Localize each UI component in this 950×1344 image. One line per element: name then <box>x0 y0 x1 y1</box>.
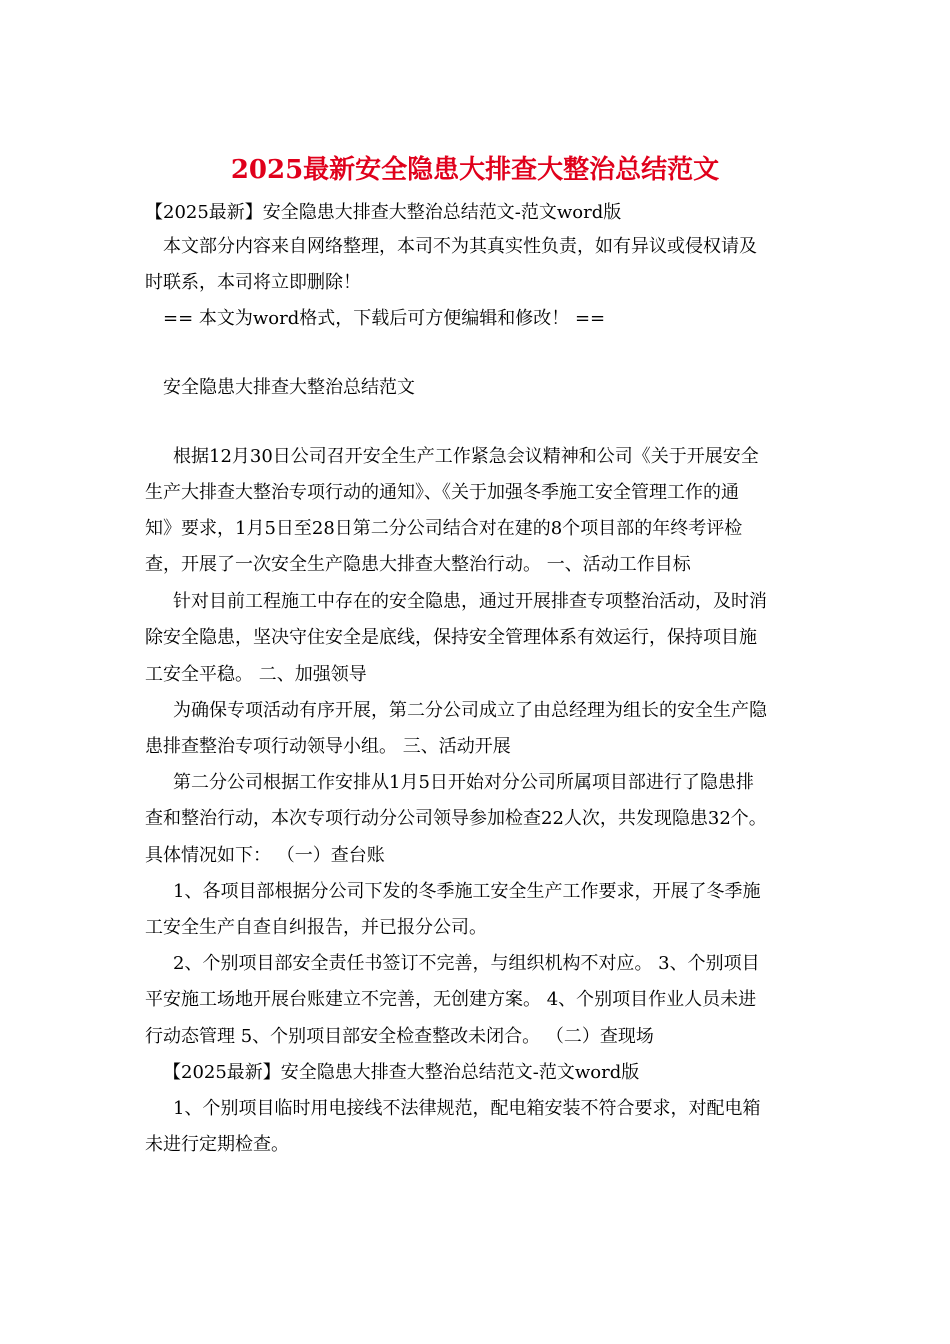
paragraph-line: 根据12月30日公司召开安全生产工作紧急会议精神和公司《关于开展安全 <box>173 446 759 467</box>
paragraph-line: 未进行定期检查。 <box>145 1134 289 1155</box>
paragraph-line: 知》要求，1月5日至28日第二分公司结合对在建的8个项目部的年终考评检 <box>145 518 743 539</box>
paragraph-line: 2、个别项目部安全责任书签订不完善，与组织机构不对应。 3、个别项目 <box>173 953 760 974</box>
disclaimer-line-2: 时联系，本司将立即删除！ <box>145 272 361 293</box>
section-heading: 安全隐患大排查大整治总结范文 <box>163 377 415 398</box>
paragraph-line: 工安全平稳。 二、加强领导 <box>145 664 367 685</box>
paragraph-line: 具体情况如下： （一）查台账 <box>145 845 385 866</box>
paragraph-line: 1、各项目部根据分公司下发的冬季施工安全生产工作要求，开展了冬季施 <box>173 881 761 902</box>
paragraph-line: 查，开展了一次安全生产隐患大排查大整治行动。 一、活动工作目标 <box>145 554 691 575</box>
paragraph-line: 工安全生产自查自纠报告，并已报分公司。 <box>145 917 487 938</box>
paragraph-line: 行动态管理 5、个别项目部安全检查整改未闭合。 （二）查现场 <box>145 1026 654 1047</box>
paragraph-line: 生产大排查大整治专项行动的通知》、《关于加强冬季施工安全管理工作的通 <box>145 482 739 503</box>
paragraph-line: 1、个别项目临时用电接线不法律规范，配电箱安装不符合要求，对配电箱 <box>173 1098 761 1119</box>
paragraph-line: 为确保专项活动有序开展，第二分公司成立了由总经理为组长的安全生产隐 <box>173 700 767 721</box>
disclaimer-line-1: 本文部分内容来自网络整理，本司不为其真实性负责，如有异议或侵权请及 <box>163 236 757 257</box>
paragraph-line: 平安施工场地开展台账建立不完善，无创建方案。 4、个别项目作业人员未进 <box>145 989 757 1010</box>
document-subtitle: 【2025最新】安全隐患大排查大整治总结范文-范文word版 <box>145 202 622 223</box>
paragraph-line: 查和整治行动，本次专项行动分公司领导参加检查22人次，共发现隐患32个。 <box>145 808 767 829</box>
paragraph-line: 第二分公司根据工作安排从1月5日开始对分公司所属项目部进行了隐患排 <box>173 772 754 793</box>
paragraph-line: 患排查整治专项行动领导小组。 三、活动开展 <box>145 736 511 757</box>
paragraph-line: 除安全隐患，坚决守住安全是底线，保持安全管理体系有效运行，保持项目施 <box>145 627 757 648</box>
document-title: 2025最新安全隐患大排查大整治总结范文 <box>230 155 720 185</box>
format-note: == 本文为word格式，下载后可方便编辑和修改！ == <box>163 308 606 329</box>
paragraph-line: 针对目前工程施工中存在的安全隐患，通过开展排查专项整治活动，及时消 <box>173 591 767 612</box>
repeated-subtitle: 【2025最新】安全隐患大排查大整治总结范文-范文word版 <box>163 1062 640 1083</box>
